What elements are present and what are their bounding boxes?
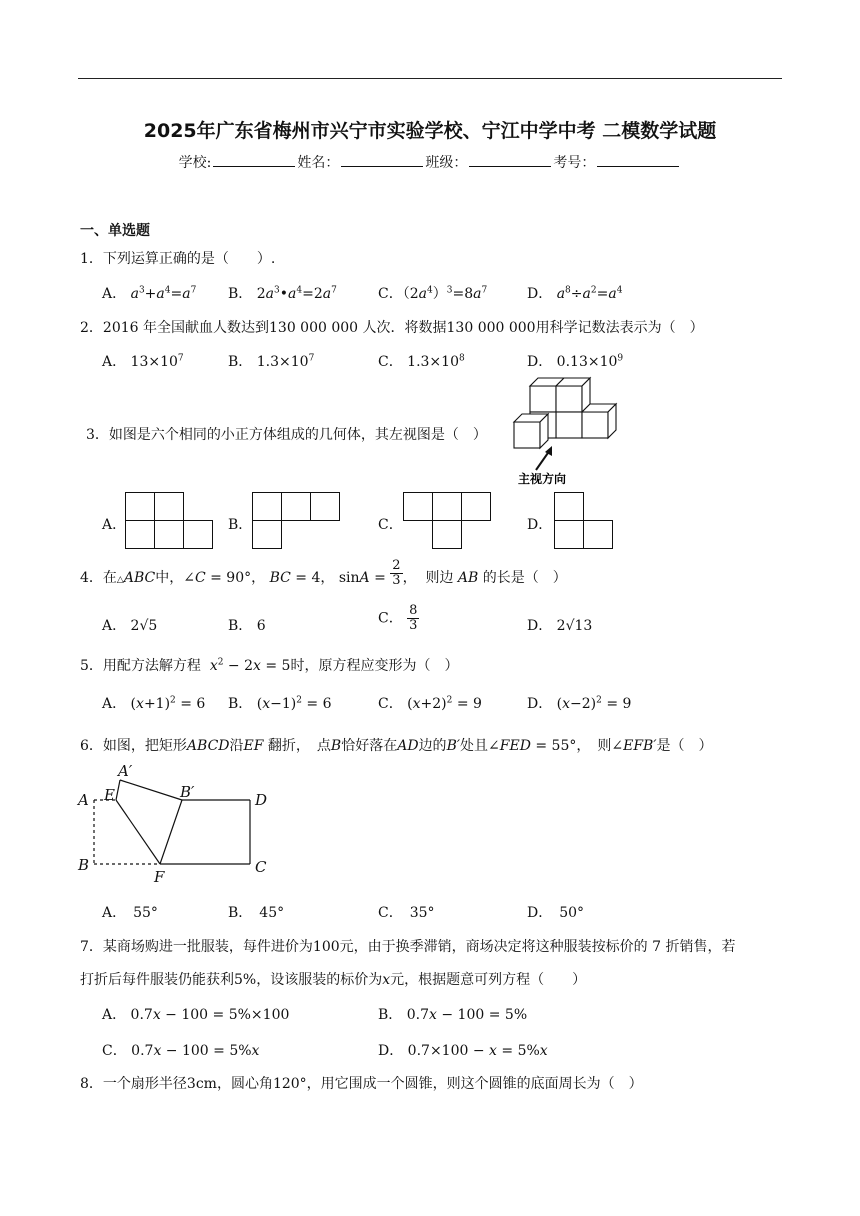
q3-option-d: D． [527, 517, 553, 533]
svg-text:A′: A′ [118, 762, 133, 780]
question-8: 8．一个扇形半径3cm，圆心角120°，用它围成一个圆锥，则这个圆锥的底面周长为（ ） [80, 1076, 643, 1092]
header-rule [78, 78, 782, 79]
page-title: 2025年广东省梅州市兴宁市实验学校、宁江中学中考 二模数学试题 [143, 120, 717, 142]
svg-text:B′: B′ [180, 783, 195, 801]
question-4: 4．在△ABC中，∠C = 90°， BC = 4， sinA = $\frac{2}{3}$ ， 则边 AB 的长是（ ） [80, 557, 567, 588]
q6-option-b: B． 45° [228, 905, 285, 921]
q7-option-b: B． 0.7x − 100 = 5% [378, 1007, 528, 1023]
q1-option-b: B． $2a^3•a^4=2a^7$ [228, 285, 337, 302]
svg-text:C: C [255, 858, 267, 876]
name-label: 姓名： [297, 155, 340, 171]
q7-option-d: D． 0.7×100 − x = 5%x [378, 1043, 548, 1059]
q4-option-b: B． 6 [228, 618, 266, 634]
q3-option-a: A． [102, 517, 127, 533]
svg-text:F: F [154, 868, 165, 886]
q5-option-a: A． $(x+1)^2 = 6$ [102, 695, 206, 712]
q5-option-b: B． $(x-1)^2 = 6$ [228, 695, 332, 712]
q6-option-a: A． 55° [102, 905, 158, 921]
svg-text:D: D [255, 791, 268, 809]
question-2: 2．2016 年全国献血人数达到130 000 000 人次．将数据130 000 000用科学记数法表示为（ ） [80, 320, 704, 336]
rectangle-fold-figure [72, 760, 282, 888]
q1-option-d: D． $a^8\div a^2=a^4$ [527, 285, 623, 302]
number-label: 考号： [553, 155, 596, 171]
student-info-line [0, 152, 860, 172]
q2-option-a: A． $13\times 10^7$ [102, 353, 184, 370]
q7-option-a: A． 0.7x − 100 = 5%×100 [102, 1007, 290, 1023]
section-heading: 一、单选题 [80, 223, 150, 239]
q6-option-c: C． 35° [378, 905, 435, 921]
question-6: 6．如图，把矩形ABCD沿EF 翻折， 点B恰好落在AD边的B′处且∠FED = 55°， 则∠EFB′是（ ） [80, 738, 713, 754]
q1-option-a: A． $a^3+a^4=a^7$ [102, 285, 197, 302]
q2-option-d: D． $0.13\times 10^9$ [527, 353, 624, 370]
q1-option-c: C．$(2a^4)^3=8a^7$ [378, 285, 488, 302]
svg-text:E: E [104, 786, 115, 804]
q5-option-c: C． $(x+2)^2 = 9$ [378, 695, 482, 712]
question-7-line2: 打折后每件服装仍能获利5%，设该服装的标价为x元，根据题意可列方程（ ） [80, 972, 587, 988]
svg-text:主视方向: 主视方向 [518, 472, 567, 486]
svg-text:B: B [78, 856, 90, 874]
q6-option-d: D． 50° [527, 905, 585, 921]
q7-option-c: C． 0.7x − 100 = 5%x [102, 1043, 260, 1059]
question-3: 3．如图是六个相同的小正方体组成的几何体，其左视图是（ ） [86, 427, 487, 443]
q3-option-c: C． [378, 517, 403, 533]
q4-option-a: A． 2√5 [102, 618, 158, 634]
question-1: 1．下列运算正确的是（ ）. [80, 251, 276, 267]
q5-option-d: D． $(x-2)^2 = 9$ [527, 695, 632, 712]
school-label: 学校: [178, 155, 212, 171]
q4-option-c: C． $\frac{8}{3}$ [378, 603, 418, 633]
question-7-line1: 7．某商场购进一批服装，每件进价为100元，由于换季滞销，商场决定将这种服装按标价的 7 折销售，若 [80, 939, 736, 955]
q3-option-b: B． [228, 517, 253, 533]
question-5: 5．用配方法解方程 $x^2 - 2x = 5$时，原方程应变形为（ ） [80, 657, 459, 674]
q4-option-d: D． 2√13 [527, 618, 593, 634]
q2-option-c: C． $1.3\times 10^8$ [378, 353, 465, 370]
class-label: 班级： [425, 155, 468, 171]
q2-option-b: B． $1.3\times 10^7$ [228, 353, 315, 370]
cube-figure [508, 374, 618, 486]
svg-text:A: A [78, 791, 89, 809]
